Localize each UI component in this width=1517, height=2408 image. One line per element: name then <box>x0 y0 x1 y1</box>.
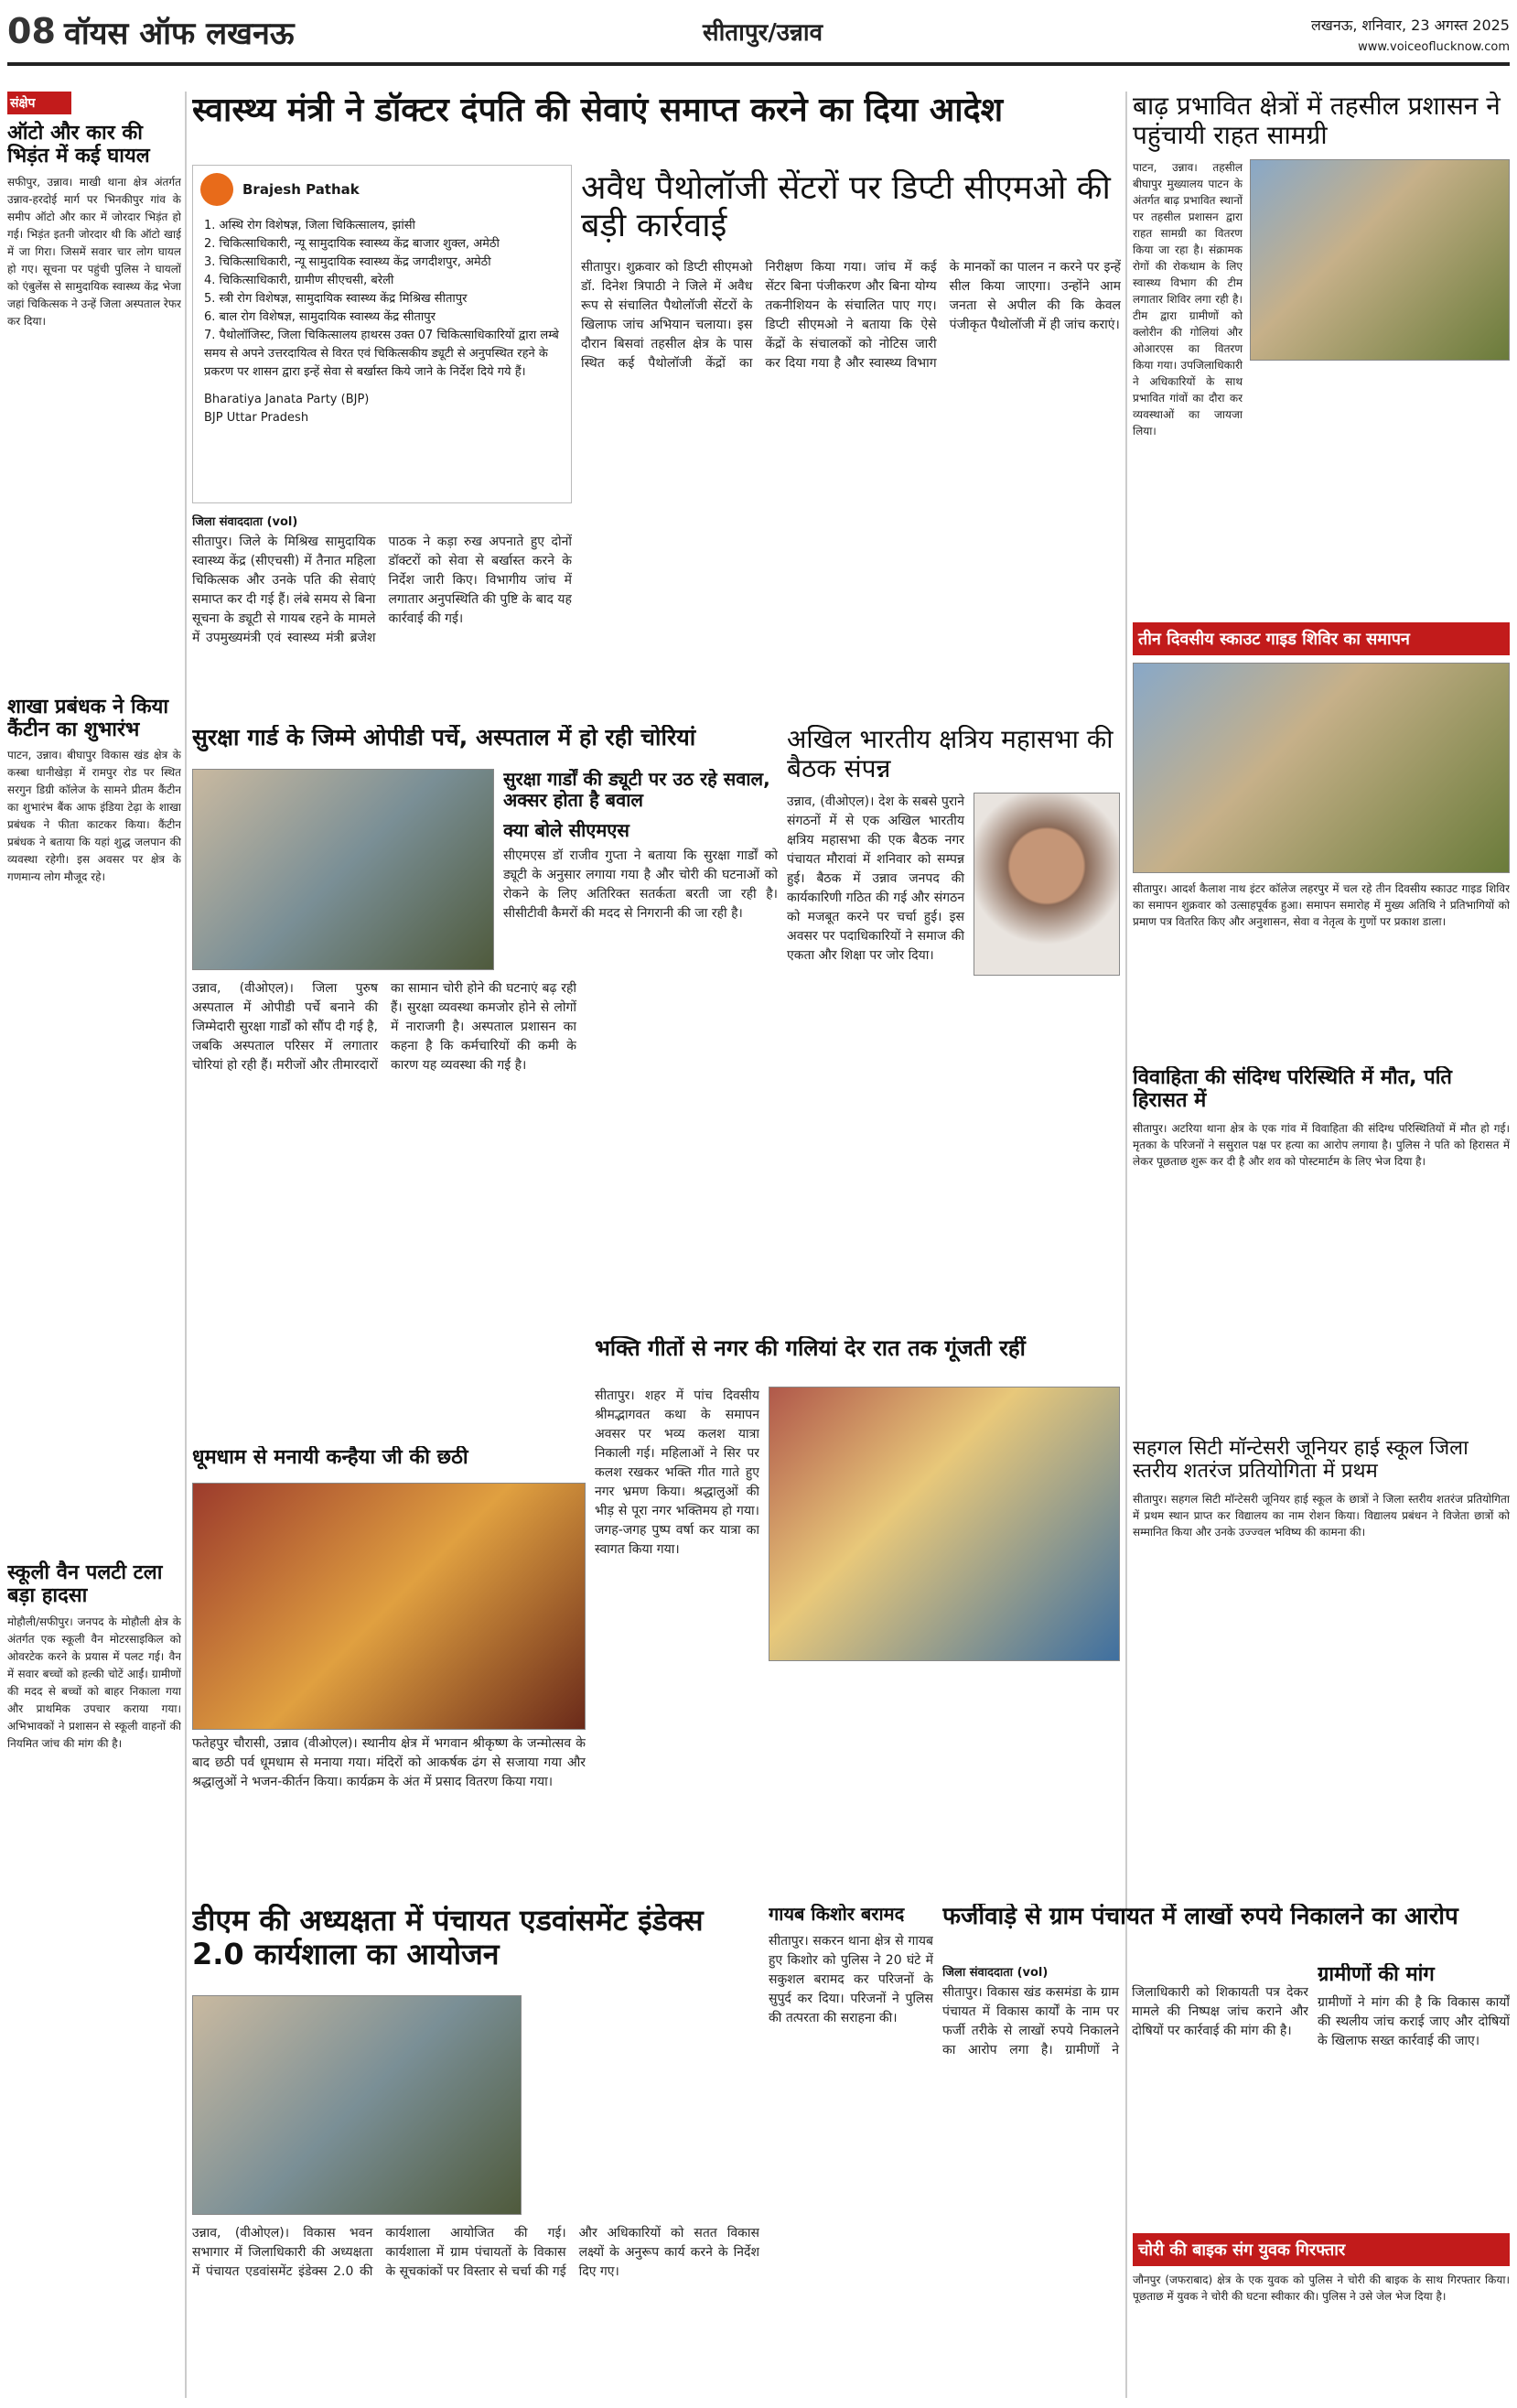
sidebar-body: मोहौली/सफीपुर। जनपद के मोहौली क्षेत्र के अंतर्गत एक स्कूली वैन मोटरसाइकिल को ओवरटेक करने के प्रयास में पलट गई। वैन में सवार बच्चों को हल्की चोटें आईं। ग्रामीणों की मदद से बच्चों को बाहर निकाला गया और प्राथमिक उपचार कराया गया। अभिभावकों ने प्रशासन से स्कूली वाहनों की नियमित जांच की मांग की है। <box>7 1614 181 1750</box>
villagers-body: ग्रामीणों ने मांग की है कि विकास कार्यों की स्थलीय जांच कराई जाए और दोषियों के खिलाफ सख्त कार्रवाई की जाए। <box>1318 1995 1510 2049</box>
guard-body: उन्नाव, (वीओएल)। जिला पुरुष अस्पताल में ओपीडी पर्चे बनाने की जिम्मेदारी सुरक्षा गार्डों को सौंप दी गई है, जबकि अस्पताल परिसर में लगातार चोरियां हो रही हैं। मरीजों और तीमारदारों का सामान चोरी होने की घटनाएं बढ़ रही हैं। सुरक्षा व्यवस्था कमजोर होने से लोगों में नाराजगी है। अस्पताल प्रशासन का कहना है कि कर्मचारियों की कमी के कारण यह व्यवस्था की गई है। <box>192 981 576 1073</box>
marriage-story <box>1133 1066 1510 1423</box>
guard-photo <box>192 769 494 970</box>
dm-headline: डीएम की अध्यक्षता में पंचायत एडवांसमेंट इंडेक्स 2.0 कार्यशाला का आयोजन <box>192 1904 704 1971</box>
bhakti-body-box <box>595 1387 759 1899</box>
flood-headline: बाढ़ प्रभावित क्षेत्रों में तहसील प्रशासन ने पहुंचायी राहत सामग्री <box>1133 92 1501 151</box>
bhakti-body: सीतापुर। शहर में पांच दिवसीय श्रीमद्भागवत कथा के समापन अवसर पर भव्य कलश यात्रा निकाली गई। महिलाओं ने सिर पर कलश रखकर भक्ति गीत गाते हुए नगर भ्रमण किया। श्रद्धालुओं की भीड़ से पूरा नगर भक्तिमय हो गया। जगह-जगह पुष्प वर्षा कर यात्रा का स्वागत किया गया। <box>595 1388 759 1557</box>
theft-body: जौनपुर (जफराबाद) क्षेत्र के एक युवक को पुलिस ने चोरी की बाइक के साथ गिरफ्तार किया। पूछताछ में युवक ने चोरी की घटना स्वीकार की। पुलिस ने उसे जेल भेज दिया है। <box>1133 2273 1510 2303</box>
fraud-body: सीतापुर। विकास खंड कसमंडा के ग्राम पंचायत में विकास कार्यों के नाम पर फर्जी तरीके से लाखों रुपये निकालने का आरोप लगा है। ग्रामीणों ने जिलाधिकारी को शिकायती पत्र देकर मामले की निष्पक्ष जांच कराने और दोषियों पर कार्रवाई की मांग की है। <box>942 1985 1308 2057</box>
tweet-card <box>192 165 572 503</box>
tweet-line: 4. चिकित्साधिकारी, ग्रामीण सीएचसी, बरेली <box>204 274 394 287</box>
tweet-list <box>193 213 571 391</box>
flood-body: पाटन, उन्नाव। तहसील बीघापुर मुख्यालय पाटन के अंतर्गत बाढ़ प्रभावित स्थानों पर तहसील प्रशासन द्वारा राहत सामग्री का वितरण किया जा रहा है। संक्रामक रोगों की रोकथाम के लिए स्वास्थ्य विभाग की टीम लगातार शिविर लगा रही है। टीम द्वारा ग्रामीणों को क्लोरीन की गोलियां और ओआरएस का वितरण किया गया। उपजिलाधिकारी ने अधिकारियों के साथ प्रभावित गांवों का दौरा कर व्यवस्थाओं का जायजा लिया। <box>1133 161 1243 438</box>
pathology-headline: अवैध पैथोलॉजी सेंटरों पर डिप्टी सीएमओ की बड़ी कार्रवाई <box>581 169 1111 245</box>
krishna-headline: धूमधाम से मनायी कन्हैया जी की छठी <box>192 1446 468 1469</box>
chess-headline: सहगल सिटी मॉन्टेसरी जूनियर हाई स्कूल जिला स्तरीय शतरंज प्रतियोगिता में प्रथम <box>1133 1437 1469 1484</box>
page-number: 08 <box>7 11 56 51</box>
pathology-story <box>581 169 1121 718</box>
tweet-line: 5. स्त्री रोग विशेषज्ञ, सामुदायिक स्वास्थ्य केंद्र मिश्रिख सीतापुर <box>204 292 468 306</box>
sidebar-item <box>7 696 181 1553</box>
lead-headline-box <box>192 92 1120 156</box>
sidebar-headline: स्कूली वैन पलटी टला बड़ा हादसा <box>7 1561 163 1608</box>
marriage-body: सीतापुर। अटरिया थाना क्षेत्र के एक गांव में विवाहिता की संदिग्ध परिस्थितियों में मौत हो गई। मृतका के परिजनों ने ससुराल पक्ष पर हत्या का आरोप लगाया है। पुलिस ने पति को हिरासत में लेकर पूछताछ शुरू कर दी है और शव को पोस्टमार्टम के लिए भेज दिया है। <box>1133 1121 1510 1168</box>
tweet-line: 7. पैथोलॉजिस्ट, जिला चिकित्सालय हाथरस उक्त 07 चिकित्साधिकारियों द्वारा लम्बे समय से अपने उत्तरदायित्व से विरत एवं चिकित्सकीय ड्यूटी से अनुपस्थित रहने के प्रकरण पर शासन द्वारा इन्हें सेवा से बर्खास्त किये जाने के निर्देश दिये गये हैं। <box>204 329 559 379</box>
dm-photo <box>192 1995 522 2215</box>
bhakti-story <box>595 1336 1120 1382</box>
masthead <box>7 7 1510 81</box>
website-link[interactable]: www.voiceoflucknow.com <box>1358 40 1510 54</box>
tweet-line: 1. अस्थि रोग विशेषज्ञ, जिला चिकित्सालय, झांसी <box>204 219 415 232</box>
theft-story <box>1133 2233 1510 2398</box>
cms-subhead: क्या बोले सीएमएस <box>503 819 629 841</box>
sidebar-item <box>7 1561 181 2254</box>
sidebar-item <box>7 122 181 686</box>
bhakti-headline: भक्ति गीतों से नगर की गलियां देर रात तक गूंजती रहीं <box>595 1336 1026 1361</box>
missing-story <box>769 1904 933 2398</box>
flood-photo <box>1250 159 1510 361</box>
krishna-story <box>192 1446 576 1483</box>
column-divider <box>185 92 187 2398</box>
missing-headline: गायब किशोर बरामद <box>769 1904 905 1925</box>
lead-body: सीतापुर। जिले के मिश्रिख सामुदायिक स्वास्थ्य केंद्र (सीएचसी) में तैनात महिला चिकित्सक और उनके पति की सेवाएं समाप्त कर दी गई हैं। लंबे समय से बिना सूचना के ड्यूटी से गायब रहने के मामले में उपमुख्यमंत्री एवं स्वास्थ्य मंत्री ब्रजेश पाठक ने कड़ा रुख अपनाते हुए दोनों डॉक्टरों को सेवा से बर्खास्त करने के निर्देश जारी किए। विभागीय जांच में लगातार अनुपस्थिति की पुष्टि के बाद यह कार्रवाई की गई। <box>192 535 572 645</box>
tweet-line: 2. चिकित्साधिकारी, न्यू सामुदायिक स्वास्थ्य केंद्र बाजार शुक्ल, अमेठी <box>204 237 500 251</box>
scout-body: सीतापुर। आदर्श कैलाश नाथ इंटर कॉलेज लहरपुर में चल रहे तीन दिवसीय स्काउट गाइड शिविर का समापन शुक्रवार को उत्साहपूर्वक हुआ। समापन समारोह में मुख्य अतिथि ने प्रतिभागियों को प्रमाण पत्र वितरित किए और अनुशासन, सेवा व नेतृत्व के गुणों पर प्रकाश डाला। <box>1133 882 1510 928</box>
dm-story <box>192 1904 759 1995</box>
newspaper-name: वॉयस ऑफ लखनऊ <box>64 16 295 52</box>
krishna-body-box <box>192 1734 586 1899</box>
sidebar-label: संक्षेप <box>7 92 71 114</box>
villagers-headline: ग्रामीणों की मांग <box>1318 1963 1435 1986</box>
kshatriya-story <box>787 725 1120 1329</box>
kshatriya-body: उन्नाव, (वीओएल)। देश के सबसे पुराने संगठनों में से एक अखिल भारतीय क्षत्रिय महासभा की एक बैठक नगर पंचायत मौरावां में शनिवार को सम्पन्न हुई। बैठक में उन्नाव जनपद की कार्यकारिणी गठित की गई और संगठन को मजबूत करने पर चर्चा हुई। इस अवसर पर पदाधिकारियों ने समाज की एकता और शिक्षा पर जोर दिया। <box>787 794 964 964</box>
villagers-story <box>1318 1963 1510 2229</box>
missing-body: सीतापुर। सकरन थाना क्षेत्र से गायब हुए किशोर को पुलिस ने 20 घंटे में सकुशल बरामद कर परिजनों के सुपुर्द कर दिया। परिजनों ने पुलिस की तत्परता की सराहना की। <box>769 1934 933 2025</box>
edition-title: सीतापुर/उन्नाव <box>703 19 823 47</box>
sidebar <box>7 92 181 2398</box>
dm-body-box <box>192 2224 759 2398</box>
guard-headline: सुरक्षा गार्ड के जिम्मे ओपीडी पर्चे, अस्पताल में हो रही चोरियां <box>192 725 696 750</box>
reporter-credit: जिला संवाददाता (vol) <box>192 515 298 529</box>
sidebar-headline: ऑटो और कार की भिड़ंत में कई घायल <box>7 122 150 168</box>
tweet-author: Brajesh Pathak <box>242 181 360 198</box>
lead-body-box <box>192 513 572 718</box>
fraud-headline: फर्जीवाड़े से ग्राम पंचायत में लाखों रुपये निकालने का आरोप <box>942 1904 1458 1930</box>
kshatriya-headline: अखिल भारतीय क्षत्रिय महासभा की बैठक संपन्न <box>787 725 1114 784</box>
guard-story-headline-box <box>192 725 759 761</box>
theft-headline: चोरी की बाइक संग युवक गिरफ्तार <box>1133 2233 1510 2266</box>
pathology-body: सीतापुर। शुक्रवार को डिप्टी सीएमओ डॉ. दिनेश त्रिपाठी ने जिले में अवैध रूप से संचालित पैथोलॉजी सेंटरों के खिलाफ जांच अभियान चलाया। इस दौरान बिसवां तहसील क्षेत्र के पास स्थित कई पैथोलॉजी केंद्रों का निरीक्षण किया गया। जांच में कई सेंटर बिना पंजीकरण और बिना योग्य तकनीशियन के संचालित पाए गए। डिप्टी सीएमओ ने बताया कि ऐसे केंद्रों के संचालकों को नोटिस जारी कर दिया गया है और स्वास्थ्य विभाग के मानकों का पालन न करने पर इन्हें सील किया जाएगा। उन्होंने आम जनता से अपील की कि केवल पंजीकृत पैथोलॉजी में ही जांच कराएं। <box>581 259 1121 371</box>
chess-body: सीतापुर। सहगल सिटी मॉन्टेसरी जूनियर हाई स्कूल के छात्रों ने जिला स्तरीय शतरंज प्रतियोगिता में प्रथम स्थान प्राप्त कर विद्यालय का नाम रोशन किया। विद्यालय प्रबंधन ने विजेता छात्रों को सम्मानित किया और उनके उज्ज्वल भविष्य की कामना की। <box>1133 1492 1510 1539</box>
kshatriya-portrait <box>974 793 1120 976</box>
marriage-headline: विवाहिता की संदिग्ध परिस्थिति में मौत, पति हिरासत में <box>1133 1066 1452 1113</box>
sidebar-body: पाटन, उन्नाव। बीघापुर विकास खंड क्षेत्र के कस्बा धानीखेड़ा में रामपुर रोड पर स्थित सरगुन डिग्री कॉलेज के सामने प्रीतम कैंटीन का शुभारंभ बैंक आफ इंडिया टेढ़ा के शाखा प्रबंधक ने फीता काटकर किया। कैंटीन प्रबंधक ने बताया कि यहां शुद्ध जलपान की व्यवस्था रहेगी। इस अवसर पर क्षेत्र के गणमान्य लोग मौजूद रहे। <box>7 749 181 884</box>
cms-body: सीएमएस डॉ राजीव गुप्ता ने बताया कि सुरक्षा गार्डों को ड्यूटी के अनुसार लगाया गया है और चोरी की घटनाओं को रोकने के लिए अतिरिक्त सतर्कता बरती जा रही है। सीसीटीवी कैमरों की मदद से निगरानी की जा रही है। <box>503 848 778 921</box>
tweet-sign: BJP Uttar Pradesh <box>204 411 309 425</box>
tweet-line: 3. चिकित्साधिकारी, न्यू सामुदायिक स्वास्थ्य केंद्र जगदीशपुर, अमेठी <box>204 255 491 269</box>
tweet-line: 6. बाल रोग विशेषज्ञ, सामुदायिक स्वास्थ्य केंद्र सीतापुर <box>204 310 436 324</box>
masthead-rule <box>7 62 1510 66</box>
avatar <box>200 173 233 206</box>
dm-body: उन्नाव, (वीओएल)। विकास भवन सभागार में जिलाधिकारी की अध्यक्षता में पंचायत एडवांसमेंट इंडेक्स 2.0 की कार्यशाला आयोजित की गई। कार्यशाला में ग्राम पंचायतों के विकास के सूचकांकों पर विस्तार से चर्चा की गई और अधिकारियों को सतत विकास लक्ष्यों के अनुरूप कार्य करने के निर्देश दिए गए। <box>192 2226 759 2279</box>
chess-story <box>1133 1437 1510 1803</box>
krishna-photo <box>192 1483 586 1730</box>
sidebar-headline: शाखा प्रबंधक ने किया कैंटीन का शुभारंभ <box>7 695 169 741</box>
dateline: लखनऊ, शनिवार, 23 अगस्त 2025 <box>1310 16 1510 34</box>
reporter-credit: जिला संवाददाता (vol) <box>942 1966 1049 1980</box>
tweet-sign: Bharatiya Janata Party (BJP) <box>204 393 370 406</box>
bhakti-photo <box>769 1387 1120 1661</box>
scout-photo <box>1133 663 1510 873</box>
flood-story <box>1133 92 1510 604</box>
sidebar-body: सफीपुर, उन्नाव। माखी थाना क्षेत्र अंतर्गत उन्नाव-हरदोई मार्ग पर भिनकीपुर गांव के समीप ऑटो और कार में जोरदार भिड़ंत हो गई। भिड़ंत इतनी जोरदार थी कि ऑटो खाई में जा गिरा। जिसमें सवार चार लोग घायल हो गए। सूचना पर पहुंची पुलिस ने घायलों को एंबुलेंस से सामुदायिक स्वास्थ्य केंद्र भेजा जहां चिकित्सक ने उन्हें जिला अस्पताल रेफर कर दिया। <box>7 175 181 328</box>
guard-subhead: सुरक्षा गार्डों की ड्यूटी पर उठ रहे सवाल, अक्सर होता है बवाल <box>503 769 770 811</box>
scout-headline: तीन दिवसीय स्काउट गाइड शिविर का समापन <box>1133 622 1510 655</box>
scout-story <box>1133 622 1510 1053</box>
fraud-story <box>942 1904 1510 1959</box>
lead-headline: स्वास्थ्य मंत्री ने डॉक्टर दंपति की सेवाएं समाप्त करने का दिया आदेश <box>192 92 1004 129</box>
krishna-body: फतेहपुर चौरासी, उन्नाव (वीओएल)। स्थानीय क्षेत्र में भगवान श्रीकृष्ण के जन्मोत्सव के बाद छठी पर्व धूमधाम से मनाया गया। मंदिरों को आकर्षक ढंग से सजाया गया और श्रद्धालुओं ने भजन-कीर्तन किया। कार्यक्रम के अंत में प्रसाद वितरण किया गया। <box>192 1736 586 1789</box>
